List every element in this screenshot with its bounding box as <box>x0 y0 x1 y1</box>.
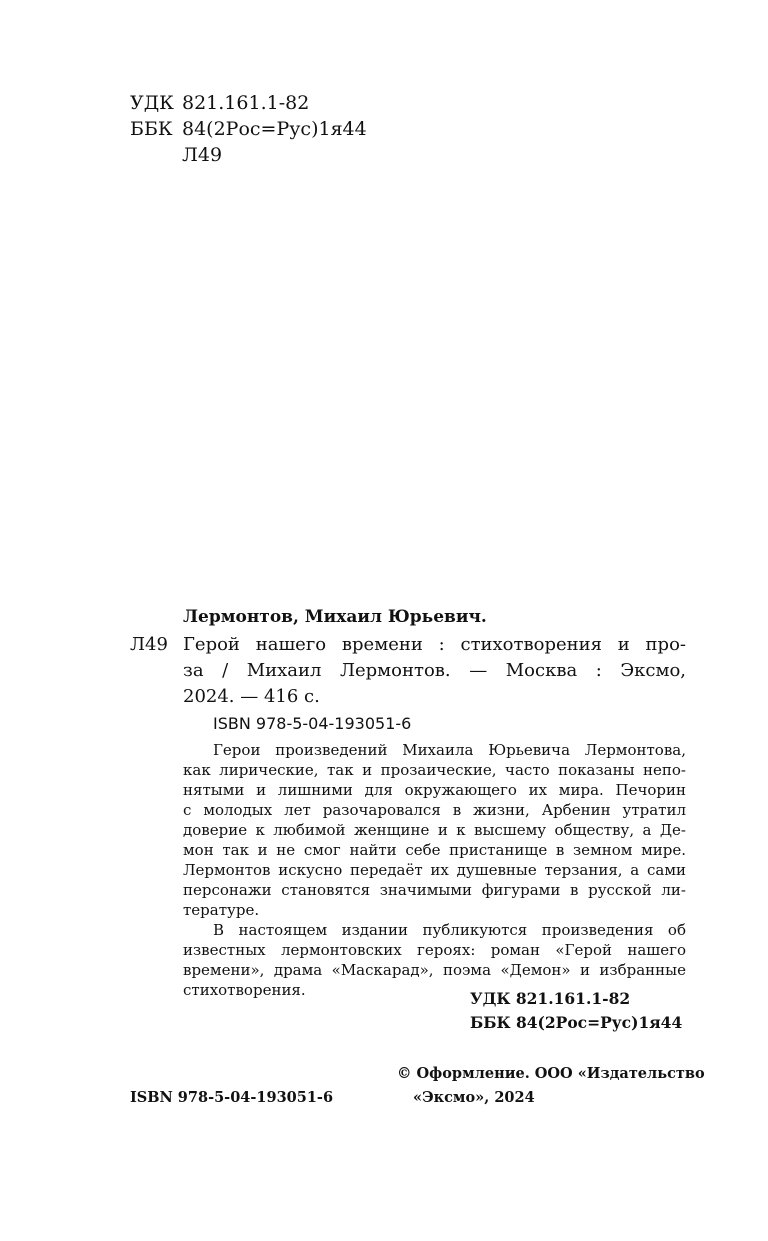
catalog-entry-line-2: за / Михаил Лермонтов. — Москва : Эксмо, <box>183 660 686 681</box>
catalog-entry <box>183 632 686 710</box>
footer-copyright-line-2: «Эксмо», 2024 <box>413 1089 535 1106</box>
annotation-p2-line-3: времени», драма «Маскарад», поэма «Демон» и избранные <box>183 961 686 979</box>
annotation-p1-line-8: персонажи становятся значимыми фигурами в русской ли- <box>183 881 686 899</box>
catalog-mark: Л49 <box>130 634 168 655</box>
top-udk-label: УДК <box>130 92 174 114</box>
top-udk <box>130 91 309 115</box>
annotation-p1-line-3: нятыми и лишними для окружающего их мира. Печорин <box>183 781 686 799</box>
top-author-mark: Л49 <box>182 144 223 166</box>
annotation-p1-line-2: как лирические, так и прозаические, часто показаны непо- <box>183 761 686 779</box>
top-bbk-value: 84(2Рос=Рус)1я44 <box>182 118 367 140</box>
annotation-p1-line-4: с молодых лет разочаровался в жизни, Арбенин утратил <box>183 801 686 819</box>
catalog-author: Лермонтов, Михаил Юрьевич. <box>183 607 487 627</box>
annotation <box>183 740 686 1000</box>
classification-udk: УДК 821.161.1-82 <box>470 989 631 1008</box>
annotation-p1-line-9: тературе. <box>183 901 260 919</box>
annotation-p1-line-1: Герои произведений Михаила Юрьевича Лермонтова, <box>213 741 686 759</box>
catalog-isbn: ISBN 978-5-04-193051-6 <box>213 714 412 733</box>
footer-isbn: ISBN 978-5-04-193051-6 <box>130 1089 334 1106</box>
annotation-p2-line-1: В настоящем издании публикуются произведения об <box>213 921 686 939</box>
top-bbk-label: ББК <box>130 118 173 140</box>
top-udk-value: 821.161.1-82 <box>182 92 310 114</box>
annotation-p1-line-6: мон так и не смог найти себе пристанище в земном мире. <box>183 841 686 859</box>
annotation-p1-line-5: доверие к любимой женщине и к высшему обществу, а Де- <box>183 821 686 839</box>
annotation-p2-line-4: стихотворения. <box>183 981 306 999</box>
top-bbk <box>130 117 367 141</box>
annotation-p1-line-7: Лермонтов искусно передаёт их душевные терзания, а сами <box>183 861 686 879</box>
classification-bbk: ББК 84(2Рос=Рус)1я44 <box>470 1013 683 1032</box>
annotation-p2-line-2: известных лермонтовских героях: роман «Герой нашего <box>183 941 686 959</box>
catalog-entry-line-3: 2024. — 416 с. <box>183 686 320 707</box>
catalog-entry-line-1: Герой нашего времени : стихотворения и про- <box>183 634 686 655</box>
footer-copyright-line-1: © Оформление. ООО «Издательство <box>397 1065 705 1082</box>
